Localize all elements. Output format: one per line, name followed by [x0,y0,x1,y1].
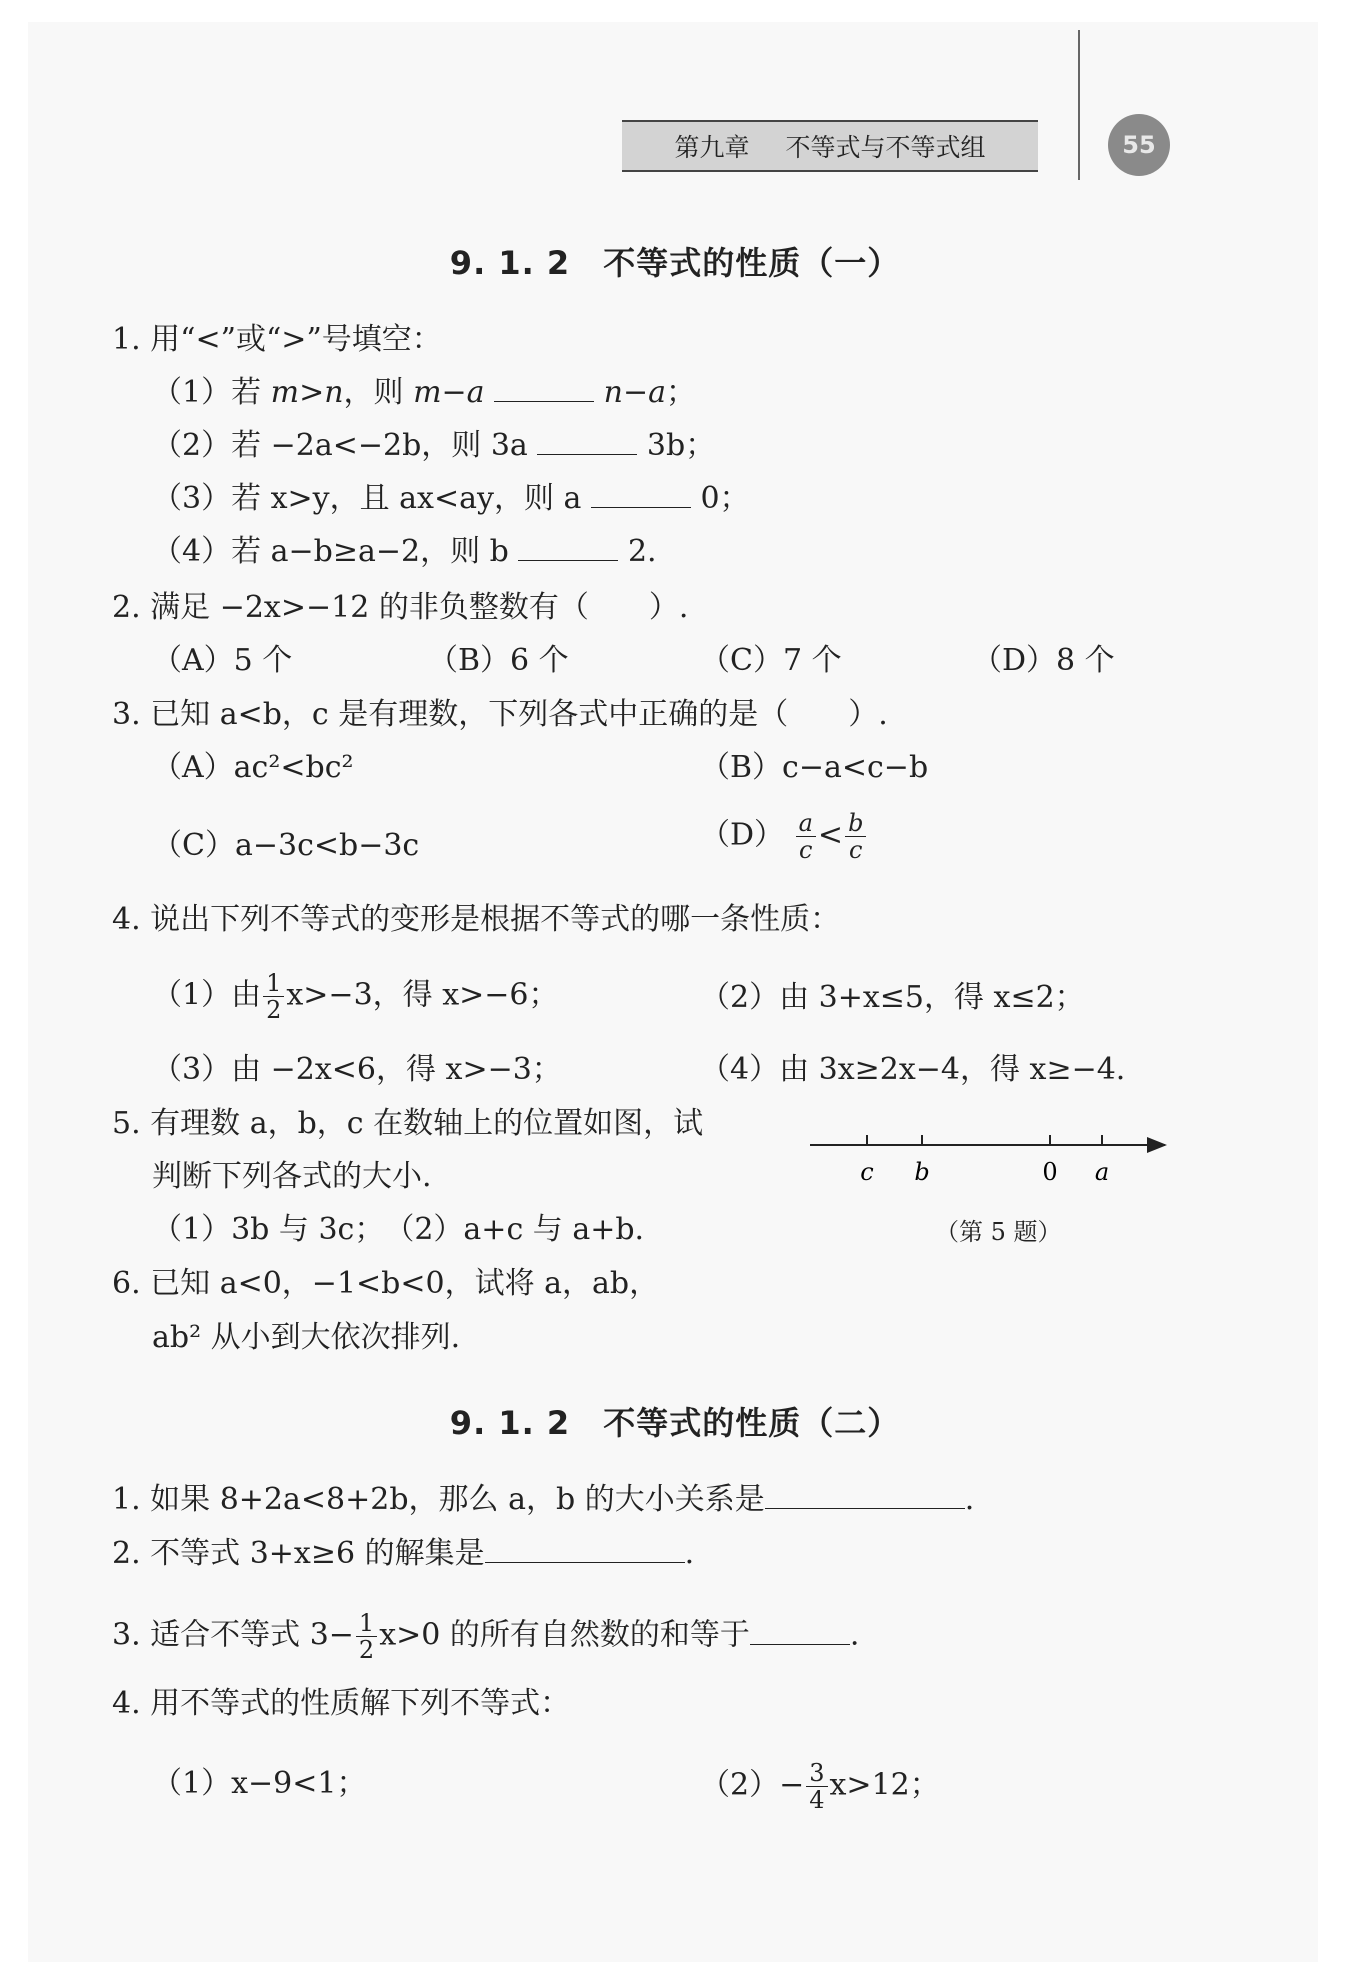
s1-q1-p2-end: 3b； [646,428,716,463]
fraction-denominator: 4 [809,1786,825,1814]
s1-q5-line2: 判断下列各式的大小. [152,1159,432,1194]
s2-q1-text: 1. 如果 8+2a<8+2b，那么 a，b 的大小关系是 [112,1482,765,1517]
chapter-title: 不等式与不等式组 [785,133,986,162]
s1-q5-line1: 5. 有理数 a，b，c 在数轴上的位置如图，试 [112,1106,704,1141]
fraction [356,1610,377,1663]
s2-q2-end: . [684,1536,695,1571]
s2-q4-part1: （1）x−9<1； [152,1766,367,1801]
s2-q4-stem: 4. 用不等式的性质解下列不等式： [112,1686,571,1721]
answer-blank[interactable] [750,1616,850,1645]
s2-q3-prefix: 3. 适合不等式 3− [112,1617,354,1653]
s1-q4-part3: （3）由 −2x<6，得 x>−3； [152,1052,562,1087]
s1-q1-p4-text: （4）若 a−b≥a−2，则 b [152,534,509,569]
s1-q4-stem: 4. 说出下列不等式的变形是根据不等式的哪一条性质： [112,902,841,937]
number-line-figure [805,1120,1175,1200]
s1-q4-part1 [152,970,558,1023]
fraction-denominator: 2 [358,1636,375,1664]
s1-q4-p1-suffix: x>−3，得 x>−6； [286,977,559,1013]
s1-q2-option-a[interactable]: （A）5 个 [152,643,293,678]
s1-q1-part4 [152,532,657,572]
s1-q3-d-label: （D） [700,817,785,853]
fraction-denominator: c [799,836,813,864]
answer-blank[interactable] [518,532,618,561]
chapter-number: 第九章 [674,133,750,162]
fraction-numerator: 3 [806,1760,827,1787]
s1-q1-p1-left: m−a [413,375,485,410]
s1-q3-option-a[interactable]: （A）ac²<bc² [152,750,354,785]
s2-q2 [112,1534,694,1574]
answer-blank[interactable] [485,1534,685,1563]
header-divider [1078,30,1080,180]
s1-q1-p2-text: （2）若 −2a<−2b，则 3a [152,428,528,463]
s1-q4-part2: （2）由 3+x≤5，得 x≤2； [700,980,1085,1015]
s2-q1 [112,1480,974,1520]
s1-q1-p1-end: ； [666,375,696,410]
s1-q1-p1-then: ，则 [343,375,414,410]
s1-q1-p1-cond: m>n [270,375,344,410]
fraction-denominator: 2 [266,996,282,1024]
fraction [806,1760,827,1813]
s1-q5-line3: （1）3b 与 3c； （2）a+c 与 a+b. [152,1212,645,1247]
s1-q3-option-c[interactable]: （C）a−3c<b−3c [152,828,420,863]
fraction [796,810,816,863]
s1-q2-stem: 2. 满足 −2x>−12 的非负整数有（ ）. [112,590,689,625]
s1-q6-line2: ab² 从小到大依次排列. [152,1320,461,1355]
label-a: a [1094,1158,1110,1186]
fraction [845,810,866,863]
s1-q1-p4-end: 2. [627,534,657,569]
fraction-denominator: c [849,836,863,864]
less-than-sign: < [817,817,844,853]
s1-q3-option-b[interactable]: （B）c−a<c−b [700,750,929,785]
figure-caption: （第 5 题） [935,1218,1062,1246]
label-b: b [914,1158,930,1186]
answer-blank[interactable] [537,426,637,455]
s2-q3-end: . [849,1617,860,1653]
fraction-numerator: b [845,810,866,837]
s1-q2-option-d[interactable]: （D）8 个 [972,643,1115,678]
label-c: c [860,1158,874,1186]
fraction [263,970,284,1023]
s1-q6-line1: 6. 已知 a<0，−1<b<0，试将 a，ab， [112,1266,660,1301]
s1-q1-p3-text: （3）若 x>y，且 ax<ay，则 a [152,481,582,516]
s1-q2-option-c[interactable]: （C）7 个 [700,643,842,678]
s1-q2-option-b[interactable]: （B）6 个 [428,643,569,678]
running-header [622,120,1038,172]
section-title-1: 9. 1. 2 不等式的性质（一） [449,244,901,282]
label-zero: 0 [1042,1158,1058,1186]
s1-q4-part4: （4）由 3x≥2x−4，得 x≥−4. [700,1052,1126,1087]
s2-q1-end: . [964,1482,975,1517]
s1-q1-part3 [152,479,750,519]
fraction-numerator: 1 [263,970,284,997]
s1-q1-p1-right: n−a [603,375,666,410]
s2-q4-part2 [700,1760,940,1813]
s2-q3-suffix: x>0 的所有自然数的和等于 [379,1617,750,1653]
s2-q4-p2-prefix: （2）− [700,1767,805,1803]
s1-q4-p1-prefix: （1）由 [152,977,262,1013]
fraction-numerator: 1 [356,1610,377,1637]
s1-q1-stem: 1. 用“<”或“>”号填空： [112,322,442,357]
s2-q4-p2-suffix: x>12； [829,1767,940,1803]
fraction-numerator: a [796,810,816,837]
s1-q1-part2 [152,426,715,466]
answer-blank[interactable] [765,1480,965,1509]
s1-q3-stem: 3. 已知 a<b，c 是有理数，下列各式中正确的是（ ）. [112,697,888,732]
s2-q2-text: 2. 不等式 3+x≥6 的解集是 [112,1536,485,1571]
s1-q1-p3-end: 0； [700,481,750,516]
answer-blank[interactable] [494,373,594,402]
s1-q3-option-d[interactable] [700,810,868,863]
section-title-2: 9. 1. 2 不等式的性质（二） [449,1404,901,1442]
s1-q1-part1 [152,373,696,413]
page-number-badge: 55 [1108,114,1170,176]
answer-blank[interactable] [591,479,691,508]
s2-q3 [112,1610,859,1663]
s1-q1-p1-prefix: （1）若 [152,375,271,410]
